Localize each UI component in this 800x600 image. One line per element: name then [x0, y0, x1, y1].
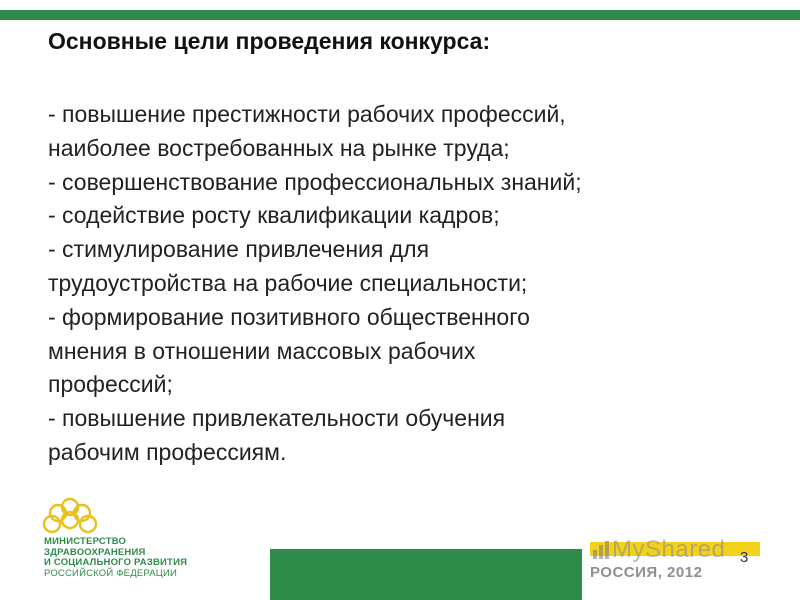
body-line: трудоустройства на рабочие специальности; [48, 269, 528, 296]
slide-title: Основные цели проведения конкурса: [48, 28, 491, 54]
ministry-name [44, 537, 187, 579]
ministry-line: ЗДРАВООХРАНЕНИЯ [44, 546, 146, 558]
ministry-line: РОССИЙСКОЙ ФЕДЕРАЦИИ [44, 567, 178, 579]
slide-number: 3 [740, 549, 749, 566]
body-line: - повышение престижности рабочих профессий, [48, 101, 566, 127]
body-line: - повышение привлекательности обучения [48, 405, 506, 432]
watermark-text: MyShared [612, 536, 726, 563]
ministry-emblem-icon [42, 497, 98, 537]
slide-body [48, 98, 768, 470]
body-line: профессий; [48, 371, 173, 398]
body-line: - совершенствование профессиональных знаний; [48, 168, 582, 195]
ministry-line: МИНИСТЕРСТВО [44, 536, 127, 547]
body-line: - формирование позитивного общественного [48, 303, 530, 330]
body-line: - стимулирование привлечения для [48, 236, 430, 263]
footer-green-block [270, 549, 582, 600]
top-green-bar [0, 10, 800, 20]
russia-year-label: РОССИЯ, 2012 [590, 564, 703, 581]
body-line: рабочим профессиям. [48, 438, 287, 465]
body-line: мнения в отношении массовых рабочих [48, 337, 476, 364]
body-line: наиболее востребованных на рынке труда; [48, 134, 510, 161]
ministry-line: И СОЦИАЛЬНОГО РАЗВИТИЯ [44, 557, 188, 568]
chart-icon [592, 540, 610, 560]
body-line: - содействие росту квалификации кадров; [48, 202, 500, 229]
